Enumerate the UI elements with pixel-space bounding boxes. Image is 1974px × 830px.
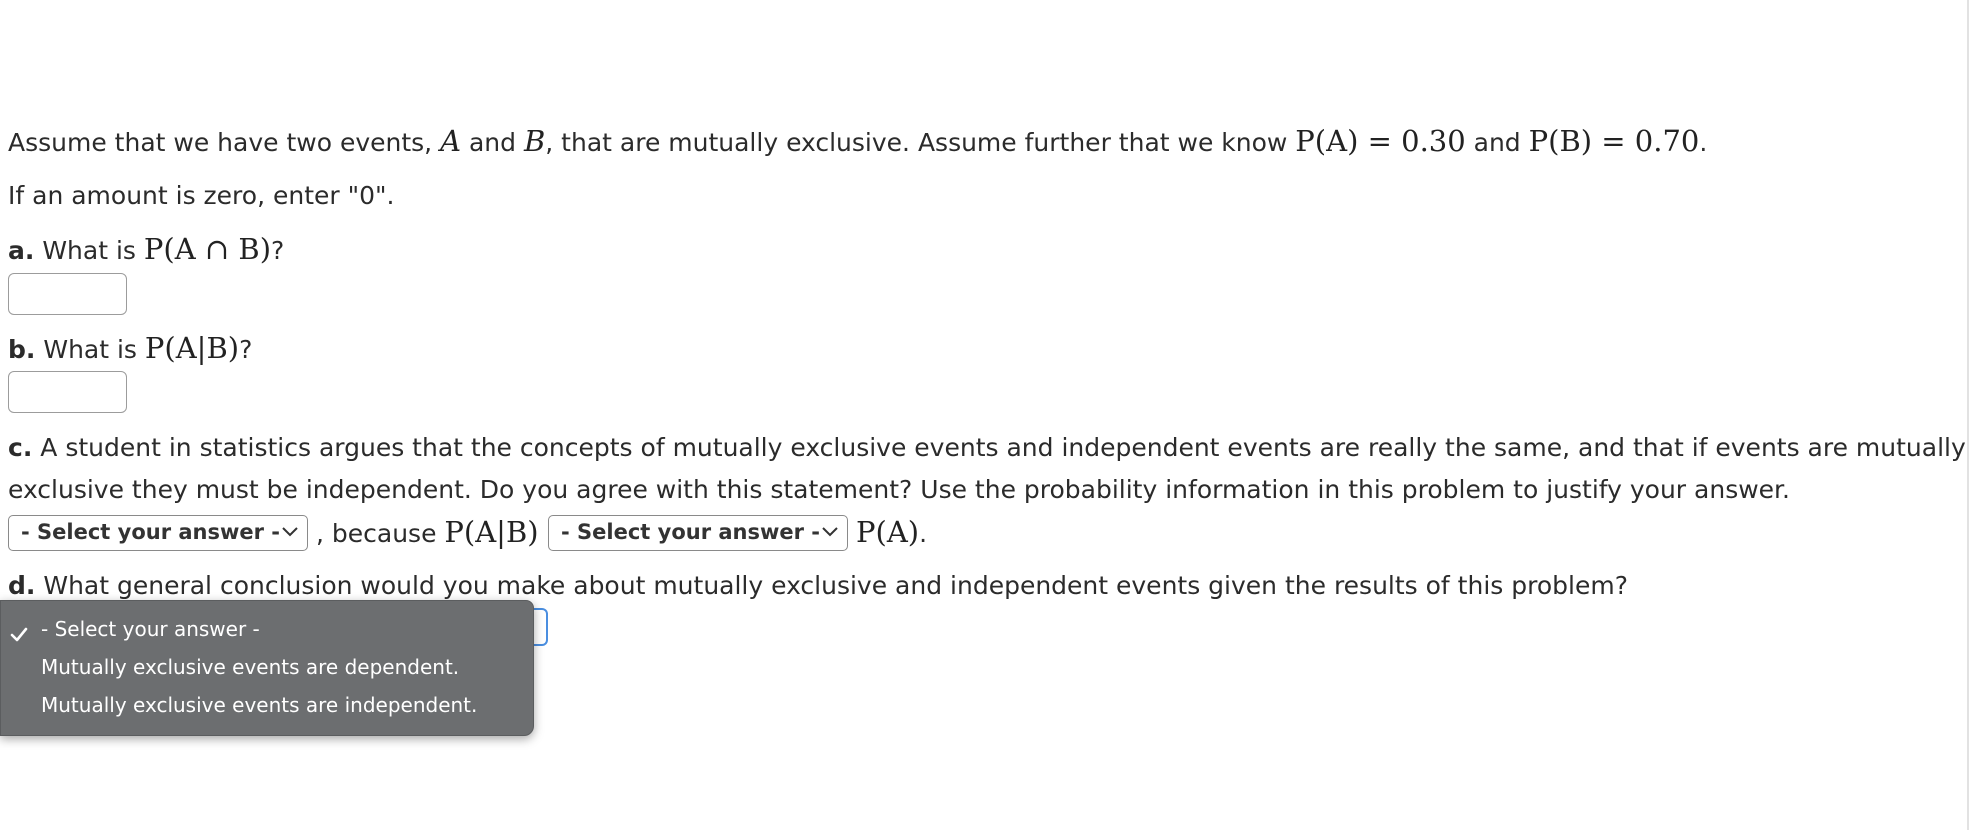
intro-and-2: and xyxy=(1465,128,1529,157)
question-b-text: What is xyxy=(35,335,145,364)
answer-a-input[interactable] xyxy=(8,273,127,315)
intro-text-2: , that are mutually exclusive. Assume further that we know xyxy=(545,128,1296,157)
question-b-label: b. xyxy=(8,335,36,364)
event-b: B xyxy=(523,124,546,158)
question-d xyxy=(8,570,1628,602)
instruction-text: If an amount is zero, enter "0". xyxy=(8,181,395,210)
problem-intro xyxy=(8,125,1707,159)
because-expression: P(A|B) xyxy=(444,515,539,549)
question-a xyxy=(8,233,284,267)
dropdown-option-select[interactable] xyxy=(1,611,533,647)
event-a: A xyxy=(440,124,462,158)
answer-b-input[interactable] xyxy=(8,371,127,413)
pa-clause xyxy=(856,514,927,552)
select-comparison-value: - Select your answer - xyxy=(561,520,821,544)
select-agree-dropdown[interactable] xyxy=(8,515,308,551)
pa-end-period: . xyxy=(919,519,928,548)
intro-period: . xyxy=(1699,128,1708,157)
select-comparison-dropdown[interactable] xyxy=(548,515,848,551)
question-a-text: What is xyxy=(34,236,144,265)
question-b-mark: ? xyxy=(239,335,253,364)
dropdown-option-label: Mutually exclusive events are dependent. xyxy=(41,655,460,679)
conclusion-dropdown-menu xyxy=(0,600,534,736)
dropdown-option-dependent[interactable] xyxy=(1,649,533,685)
question-a-expression: P(A ∩ B) xyxy=(143,232,272,266)
question-b-expression: P(A|B) xyxy=(144,331,240,365)
select-agree-value: - Select your answer - xyxy=(21,520,281,544)
question-b xyxy=(8,332,252,366)
pa-expression: P(A) = 0.30 xyxy=(1295,124,1466,158)
pa-end-expression: P(A) xyxy=(856,515,920,549)
because-clause xyxy=(316,514,539,552)
question-a-label: a. xyxy=(8,236,35,265)
question-d-text: What general conclusion would you make about mutually exclusive and independent events given the results of this problem? xyxy=(35,571,1628,600)
question-c-line-2: exclusive they must be independent. Do you agree with this statement? Use the probability information in this problem to justify your answer. xyxy=(8,475,1790,504)
chevron-down-icon xyxy=(821,516,839,549)
intro-and: and xyxy=(461,128,524,157)
question-d-label: d. xyxy=(8,571,36,600)
dropdown-option-independent[interactable] xyxy=(1,687,533,723)
pb-expression: P(B) = 0.70 xyxy=(1528,124,1700,158)
question-c-line-1 xyxy=(8,432,1966,464)
dropdown-option-label: - Select your answer - xyxy=(41,617,260,641)
question-a-mark: ? xyxy=(271,236,285,265)
question-c-text: A student in statistics argues that the concepts of mutually exclusive events and independent events are really the same, and that if events are mutually xyxy=(32,433,1966,462)
because-text: , because xyxy=(316,519,445,548)
intro-text: Assume that we have two events, xyxy=(8,128,441,157)
question-c-label: c. xyxy=(8,433,33,462)
chevron-down-icon xyxy=(281,516,299,549)
checkmark-icon xyxy=(9,620,29,640)
right-edge-divider xyxy=(1967,0,1969,830)
dropdown-option-label: Mutually exclusive events are independent. xyxy=(41,693,478,717)
